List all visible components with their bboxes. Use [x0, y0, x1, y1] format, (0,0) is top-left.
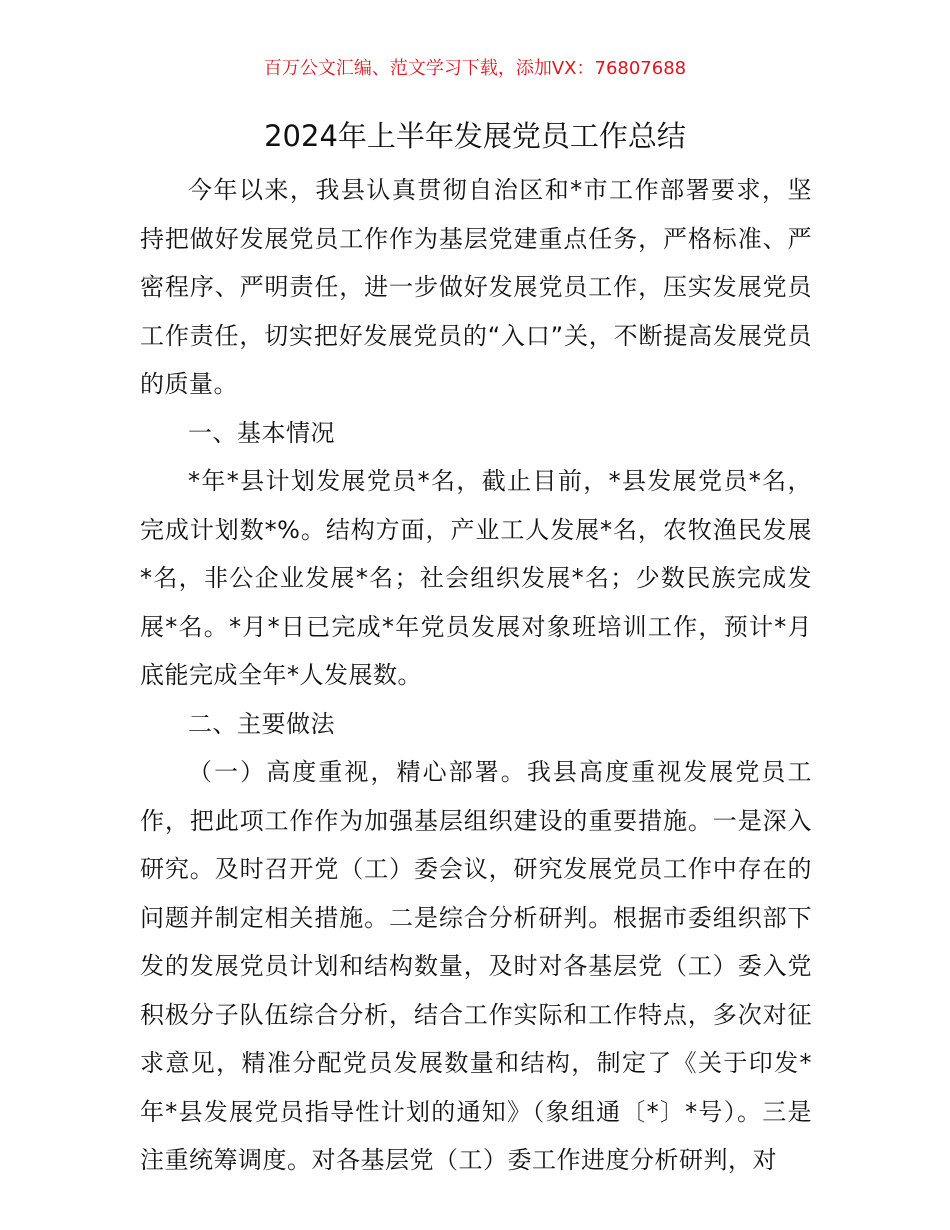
intro-paragraph: 今年以来，我县认真贯彻自治区和*市工作部署要求，坚持把做好发展党员工作作为基层党建重点任务，严格标准、严密程序、严明责任，进一步做好发展党员工作，压实发展党员工作责任，切实把好发展党员的“入口”关，不断提高发展党员的质量。	[140, 176, 812, 398]
section-heading-main-practices: 二、主要做法	[188, 709, 335, 738]
main-practices-paragraph: （一）高度重视，精心部署。我县高度重视发展党员工作，把此项工作作为加强基层组织建设的重要措施。一是深入研究。及时召开党（工）委会议，研究发展党员工作中存在的问题并制定相关措施。二是综合分析研判。根据市委组织部下发的发展党员计划和结构数量，及时对各基层党（工）委入党积极分子队伍综合分析，结合工作实际和工作特点，多次对征求意见，精准分配党员发展数量和结构，制定了《关于印发*年*县发展党员指导性计划的通知》（象组通〔*〕*号）。三是注重统筹调度。对各基层党（工）委工作进度分析研判，对	[140, 758, 812, 1174]
section-heading-basic-situation: 一、基本情况	[188, 418, 335, 447]
document-title: 2024年上半年发展党员工作总结	[264, 119, 686, 153]
basic-situation-paragraph: *年*县计划发展党员*名，截止目前，*县发展党员*名，完成计划数*%。结构方面，产业工人发展*名，农牧渔民发展*名，非公企业发展*名；社会组织发展*名；少数民族完成发展*名。*月*日已完成*年党员发展对象班培训工作，预计*月底能完成全年*人发展数。	[140, 467, 812, 689]
promo-banner: 百万公文汇编、范文学习下载，添加VX：76807688	[263, 58, 687, 79]
document-body	[140, 166, 812, 1185]
